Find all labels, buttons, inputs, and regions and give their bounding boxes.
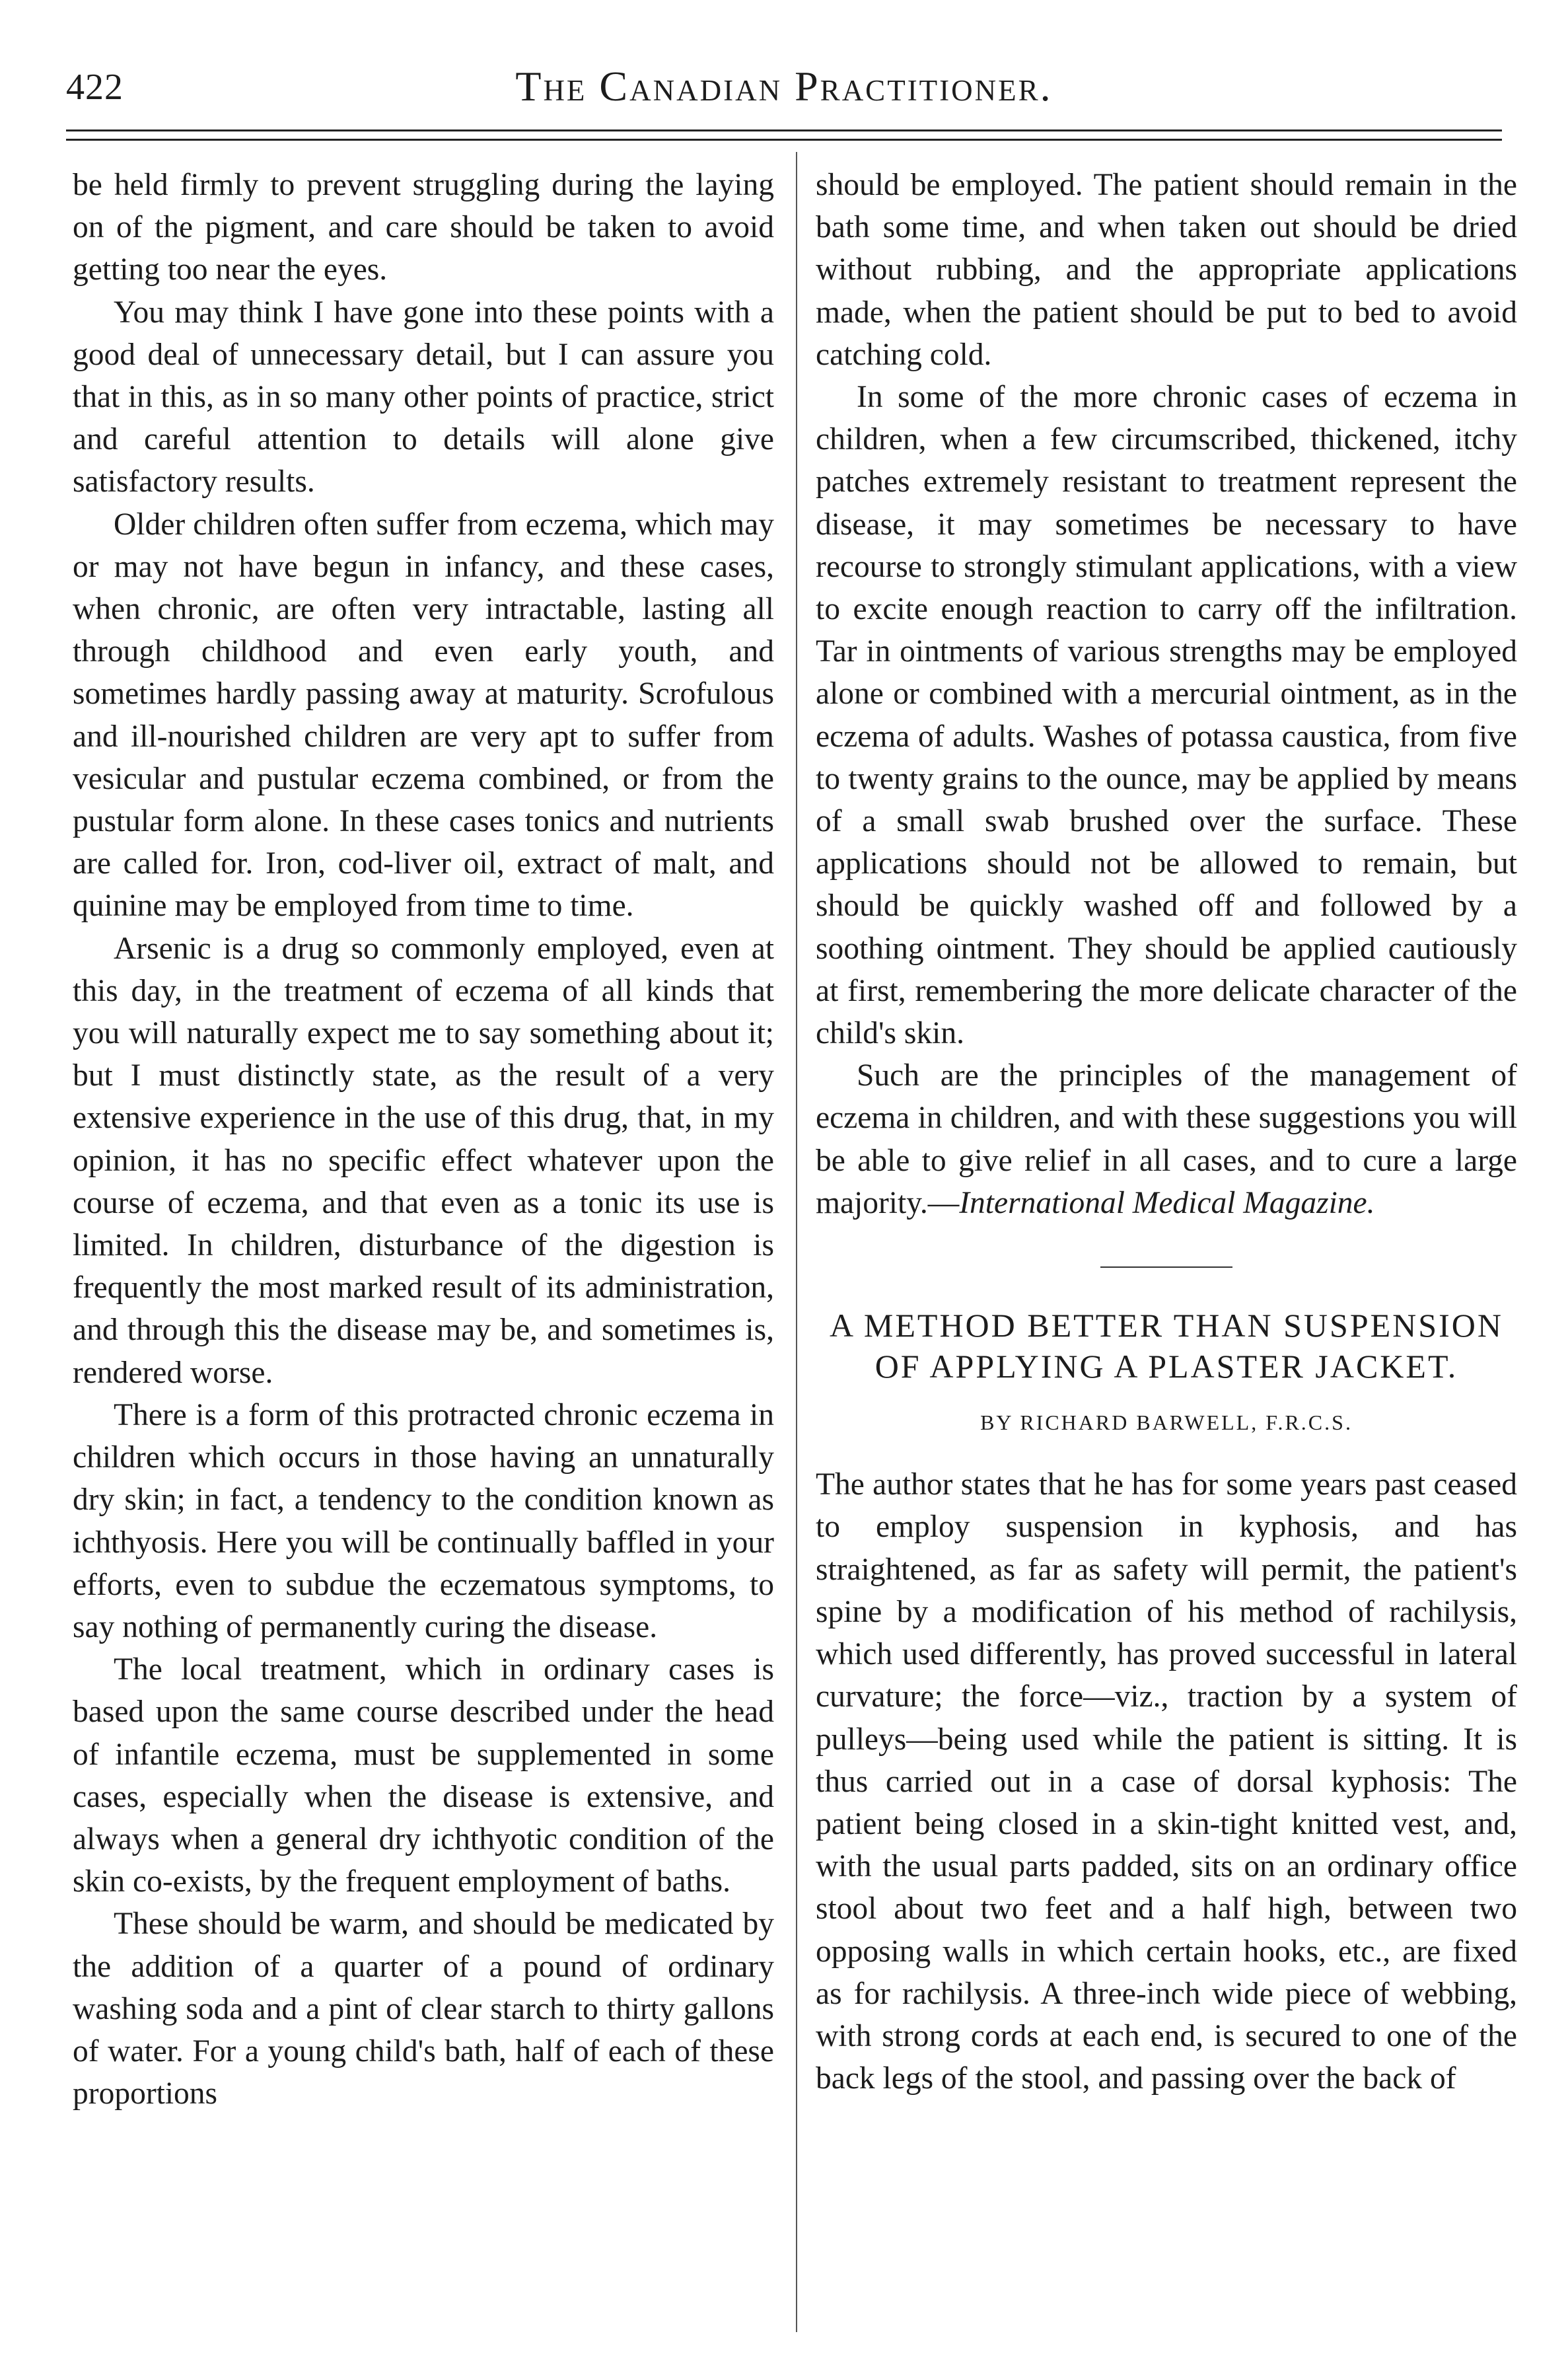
paragraph: The author states that he has for some years past ceased to employ suspension in kyphosis, and has straightened, as far as safety will permit, the patient's spine by a modification of his method of rachilysis, which used differently, has proved successful in lateral curvature; the force—viz., traction by a system of pulleys—being used while the patient is sitting. It is thus carried out in a case of dorsal kyphosis: The patient being closed in a skin-tight knitted vest, and, with the usual parts padded, sits on an ordinary office stool about two feet and a half high, between two opposing walls in which certain hooks, etc., are fixed as for rachilysis. A three-inch wide piece of webbing, with strong cords at each end, is secured to one of the back legs of the stool, and passing over the back of (816, 1467, 1517, 2096)
header-rule-bottom (66, 139, 1502, 141)
article-separator (1100, 1266, 1232, 1268)
article-byline: BY RICHARD BARWELL, F.R.C.S. (980, 1410, 1353, 1435)
closing-text: Such are the principles of the management of eczema in children, and with these suggestions you will be able to give relief in all cases, and to cure a large majority.— (816, 1058, 1517, 1220)
page-number: 422 (66, 67, 124, 108)
paragraph: You may think I have gone into these points with a good deal of unnecessary detail, but I can assure you that in this, as in so many other points of practice, strict and careful attention to details will alone give satisfactory results. (73, 295, 774, 499)
paragraph: Older children often suffer from eczema, which may or may not have begun in infancy, and these cases, when chronic, are often very intractable, lasting all through childhood and even early youth, and sometimes hardly passing away at maturity. Scrofulous and ill-nourished children are very apt to suffer from vesicular and pustular eczema combined, or from the pustular form alone. In these cases tonics and nutrients are called for. Iron, cod-liver oil, extract of malt, and quinine may be employed from time to time. (73, 507, 774, 924)
header-rule-top (66, 129, 1502, 131)
closing-source: International Medical Magazine. (959, 1185, 1375, 1220)
paragraph: should be employed. The patient should remain in the bath some time, and when taken out should be dried without rubbing, and the appropriate applications made, when the patient should be put to bed to avoid catching cold. (816, 168, 1517, 372)
paragraph: In some of the more chronic cases of eczema in children, when a few circumscribed, thickened, itchy patches extremely resistant to treatment represent the disease, it may sometimes be necessary to have recourse to strongly stimulant applications, with a view to excite enough reaction to carry off the infiltration. Tar in ointments of various strengths may be employed alone or combined with a mercurial ointment, as in the eczema of adults. Washes of potassa caustica, from five to twenty grains to the ounce, may be applied by means of a small swab brushed over the surface. These applications should not be allowed to remain, but should be quickly washed off and followed by a soothing ointment. They should be applied cautiously at first, remembering the more delicate character of the child's skin. (816, 380, 1517, 1051)
page-header (66, 53, 1502, 112)
right-column (816, 164, 1517, 2100)
closing-paragraph (816, 1054, 1517, 1224)
paragraph: Arsenic is a drug so commonly employed, even at this day, in the treatment of eczema of all kinds that you will naturally expect me to say something about it; but I must distinctly state, as the result of a very extensive experience in the use of this drug, that, in my opinion, it has no specific effect whatever upon the course of eczema, and that even as a tonic its use is limited. In children, disturbance of the digestion is frequently the most marked result of its administration, and through this the disease may be, and sometimes is, rendered worse. (73, 931, 774, 1390)
paragraph: The local treatment, which in ordinary cases is based upon the same course described under the head of infantile eczema, must be supplemented in some cases, especially when the disease is extensive, and always when a general dry ichthyotic condition of the skin co-exists, by the frequent employment of baths. (73, 1652, 774, 1899)
column-divider (796, 152, 797, 2332)
paragraph: There is a form of this protracted chronic eczema in children which occurs in those having an unnaturally dry skin; in fact, a tendency to the condition known as ichthyosis. Here you will be continually baffled in your efforts, even to subdue the eczematous symptoms, to say nothing of permanently curing the disease. (73, 1397, 774, 1644)
paragraph: be held firmly to prevent struggling during the laying on of the pigment, and care should be taken to avoid getting too near the eyes. (73, 168, 774, 287)
running-head: The Canadian Practitioner. (515, 63, 1053, 110)
article-title: A METHOD BETTER THAN SUSPENSION OF APPLYING A PLASTER JACKET. (830, 1307, 1503, 1385)
paragraph: These should be warm, and should be medicated by the addition of a quarter of a pound of ordinary washing soda and a pint of clear starch to thirty gallons of water. For a young child's bath, half of each of these proportions (73, 1907, 774, 2111)
left-column (73, 164, 774, 2115)
